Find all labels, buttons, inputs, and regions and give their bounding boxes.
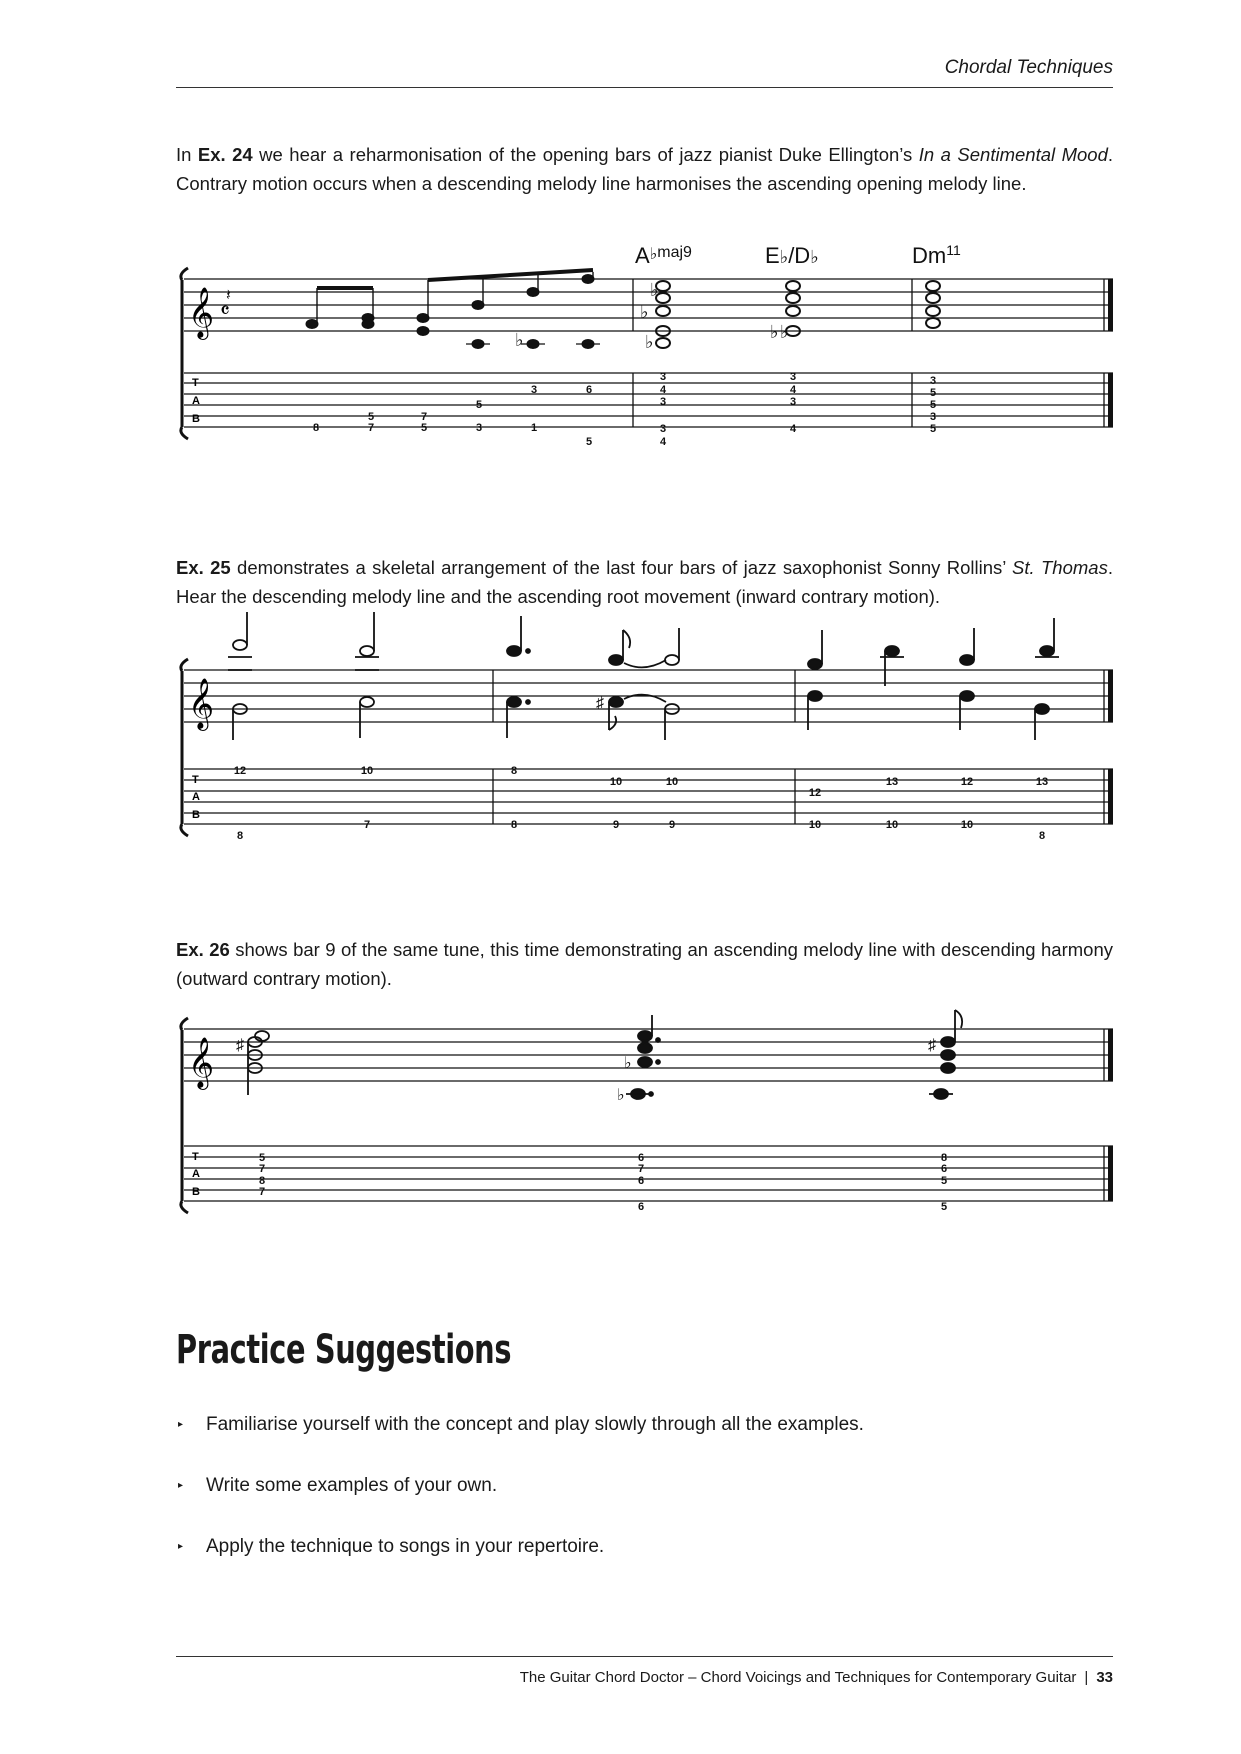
tab-number: 3	[659, 396, 667, 408]
ex25-system	[181, 612, 1113, 842]
tab-number: 9	[668, 819, 676, 831]
tab-number: 13	[1035, 776, 1049, 788]
tab-number: 7	[420, 411, 428, 423]
tab-number: 7	[363, 819, 371, 831]
ex26-label: Ex. 26	[176, 939, 230, 960]
sharp-accidental: ♯	[596, 695, 604, 712]
tab-number: 7	[367, 422, 375, 434]
ex26-tab-numbers	[259, 1152, 947, 1213]
tab-number: 4	[659, 436, 667, 448]
svg-text:T: T	[192, 1151, 199, 1163]
list-item-text: Familiarise yourself with the concept and play slowly through all the examples.	[206, 1414, 864, 1435]
tab-number: 4	[789, 423, 797, 435]
tab-number: 4	[789, 384, 797, 396]
svg-text:♯: ♯	[928, 1037, 936, 1054]
tab-number: 6	[637, 1175, 645, 1187]
tab-number: 5	[258, 1152, 266, 1164]
running-header: Chordal Techniques	[944, 57, 1113, 78]
tab-number: 3	[929, 375, 937, 387]
svg-text:♭: ♭	[617, 1087, 625, 1104]
svg-text:♭: ♭	[640, 302, 649, 322]
tab-number: 12	[960, 776, 974, 788]
section-heading: Practice Suggestions	[176, 1327, 512, 1373]
ex25-text-mid: demonstrates a skeletal arrangement of the last four bars of jazz saxophonist Sonny Rollins’	[230, 557, 1013, 578]
chord-symbol-eb-db: E♭/D♭	[765, 243, 819, 268]
ex24-chord-symbols	[635, 242, 961, 268]
tab-number: 10	[885, 819, 899, 831]
ex24-system	[181, 242, 1113, 448]
tab-clef-icon	[192, 1151, 200, 1198]
tab-number: 5	[367, 411, 375, 423]
tab-number: 8	[940, 1152, 948, 1164]
tab-number: 8	[312, 422, 320, 434]
svg-text:♭: ♭	[624, 1055, 632, 1072]
svg-text:A: A	[192, 791, 200, 803]
page-footer	[520, 1669, 1113, 1686]
tab-number: 5	[585, 436, 593, 448]
list-item	[176, 1412, 864, 1473]
svg-text:B: B	[192, 1186, 200, 1198]
ex25-text-post: . Hear the descending melody line and the ascending root movement (inward contrary motion).	[176, 557, 1113, 607]
list-item-text: Write some examples of your own.	[206, 1475, 498, 1496]
tab-number: 8	[510, 819, 518, 831]
tab-number: 10	[665, 776, 679, 788]
tab-number: 3	[789, 371, 797, 383]
chord-symbol-dm11: Dm$^{11}$	[912, 242, 961, 268]
tab-number: 8	[510, 765, 518, 777]
tab-number: 12	[808, 787, 822, 799]
svg-text:♭: ♭	[515, 330, 524, 350]
tab-number: 6	[585, 384, 593, 396]
tab-number: 3	[659, 371, 667, 383]
tab-clef-icon	[192, 774, 200, 821]
tab-number: 3	[659, 423, 667, 435]
tab-number: 5	[929, 423, 937, 435]
ex24-text-mid: we hear a reharmonisation of the opening bars of jazz pianist Duke Ellington’s	[252, 144, 919, 165]
common-time-icon: 𝄴	[220, 298, 230, 323]
footer-separator: |	[1084, 1669, 1089, 1686]
tab-number: 1	[530, 422, 538, 434]
tab-number: 5	[940, 1201, 948, 1213]
ex24-text-post: . Contrary motion occurs when a descending melody line harmonises the ascending opening melody line.	[176, 144, 1113, 194]
tab-number: 3	[929, 411, 937, 423]
bullet-icon: ▸	[178, 1541, 184, 1552]
ex24-bar1-notes	[226, 270, 600, 350]
ex24-system-bracket	[181, 268, 188, 439]
ex26-text-post: shows bar 9 of the same tune, this time demonstrating an ascending melody line with descending harmony (outward contrary motion).	[176, 939, 1113, 989]
list-item	[176, 1473, 864, 1534]
ex26-system	[181, 1010, 1113, 1213]
tab-number: 9	[612, 819, 620, 831]
ex24-tab-lines	[184, 373, 1113, 427]
tab-number: 8	[1038, 830, 1046, 842]
tab-number: 13	[885, 776, 899, 788]
tab-number: 7	[637, 1163, 645, 1175]
svg-text:A: A	[192, 395, 200, 407]
tab-number: 5	[929, 399, 937, 411]
tab-number: 5	[420, 422, 428, 434]
svg-text:B: B	[192, 809, 200, 821]
svg-text:♭: ♭	[645, 332, 654, 352]
treble-clef-icon: 𝄞	[188, 288, 215, 337]
ex26-tab-lines	[184, 1146, 1113, 1201]
tab-number: 10	[609, 776, 623, 788]
tab-number: 8	[258, 1175, 266, 1187]
ex25-final-barline	[1108, 670, 1113, 824]
page-number: 33	[1096, 1669, 1113, 1686]
tab-number: 3	[789, 396, 797, 408]
ex25-tab-numbers	[234, 765, 1048, 842]
list-item	[176, 1534, 864, 1595]
tab-number: 10	[808, 819, 822, 831]
book-title: The Guitar Chord Doctor – Chord Voicings and Techniques for Contemporary Guitar	[519, 1669, 1077, 1686]
tab-number: 10	[960, 819, 974, 831]
svg-text:♯: ♯	[236, 1037, 244, 1054]
ex24-final-barline	[1108, 279, 1113, 427]
footer-rule	[176, 1656, 1113, 1657]
treble-clef-icon: 𝄞	[188, 679, 215, 728]
ex24-text-pre: In	[176, 144, 198, 165]
svg-text:A: A	[192, 1168, 200, 1180]
svg-text:♭: ♭	[780, 322, 789, 342]
tab-number: 7	[258, 1163, 266, 1175]
ex25-tab-lines	[184, 769, 1113, 824]
ex25-barlines	[493, 670, 1104, 824]
tab-number: 10	[360, 765, 374, 777]
tab-clef-icon	[192, 377, 200, 425]
tab-number: 7	[258, 1186, 266, 1198]
tab-number: 12	[233, 765, 247, 777]
ex26-system-bracket	[181, 1018, 188, 1213]
tab-number: 3	[475, 422, 483, 434]
ex25-tune-title: St. Thomas	[1012, 557, 1108, 578]
ex25-system-bracket	[181, 659, 188, 836]
svg-text:T: T	[192, 774, 199, 786]
tab-number: 5	[929, 387, 937, 399]
ex24-chord-notes	[656, 281, 940, 348]
tab-number: 8	[236, 830, 244, 842]
tab-number: 6	[637, 1152, 645, 1164]
tab-number: 6	[637, 1201, 645, 1213]
ex26-accidentals	[236, 1037, 936, 1104]
svg-text:T: T	[192, 377, 199, 389]
ex24-tune-title: In a Sentimental Mood	[918, 144, 1108, 165]
practice-list	[176, 1412, 864, 1595]
tab-number: 6	[940, 1163, 948, 1175]
bullet-icon: ▸	[178, 1419, 184, 1430]
treble-clef-icon: 𝄞	[188, 1038, 215, 1087]
svg-text:B: B	[192, 413, 200, 425]
bullet-icon: ▸	[178, 1480, 184, 1491]
tab-number: 3	[530, 384, 538, 396]
svg-text:♭: ♭	[770, 322, 779, 342]
chord-symbol-abmaj9: A♭maj9	[635, 243, 692, 268]
svg-text:♭: ♭	[650, 280, 659, 300]
list-item-text: Apply the technique to songs in your repertoire.	[206, 1536, 605, 1557]
tab-number: 5	[475, 399, 483, 411]
ex24-label: Ex. 24	[197, 144, 253, 165]
ex25-label: Ex. 25	[176, 557, 231, 578]
ex25-notes	[228, 612, 1059, 740]
tab-number: 4	[659, 384, 667, 396]
tab-number: 5	[940, 1175, 948, 1187]
rest-icon: 𝄽	[226, 287, 231, 304]
